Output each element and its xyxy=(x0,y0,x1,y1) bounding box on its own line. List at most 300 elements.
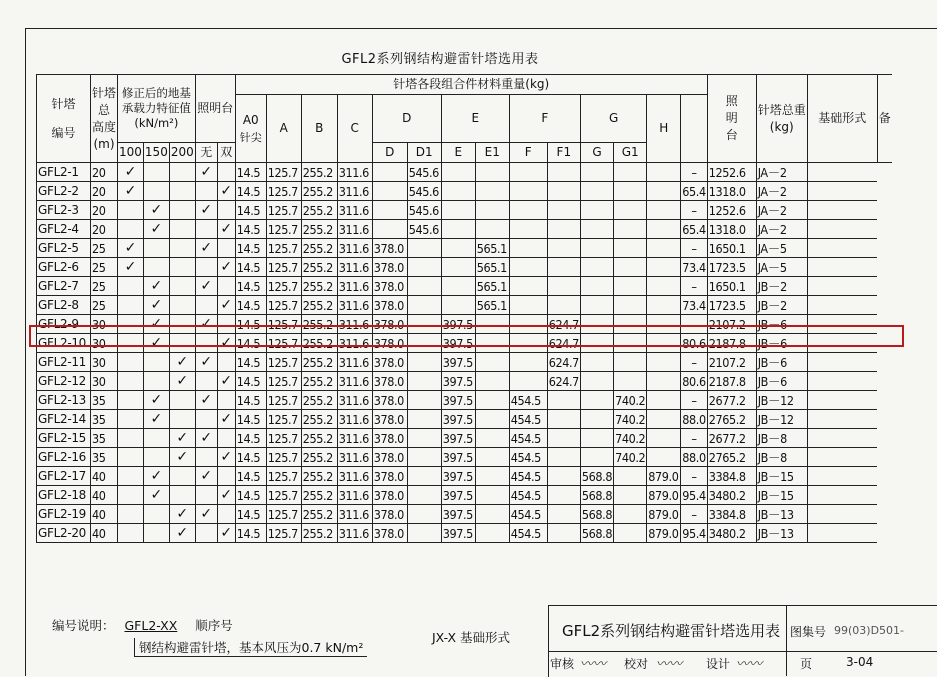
cell-light-weight: 73.4 xyxy=(682,297,706,313)
check-mark-icon: ✓ xyxy=(200,163,213,180)
cell-bearing-150 xyxy=(143,353,169,372)
cell-seg-h xyxy=(647,220,681,239)
header-light-c1: 明 xyxy=(725,111,738,125)
cell-seg-c: 311.6 xyxy=(337,429,372,448)
header-light xyxy=(707,75,756,163)
cell-bearing-100 xyxy=(118,467,144,486)
cell-total-weight: 2677.2 xyxy=(707,429,756,448)
check-mark-icon: ✓ xyxy=(220,258,233,275)
table-row xyxy=(37,220,892,239)
cell-seg-d: 378.0 xyxy=(372,429,407,448)
cell-bearing-100 xyxy=(118,201,144,220)
cell-seg-c: 311.6 xyxy=(337,277,372,296)
cell-bearing-100 xyxy=(118,505,144,524)
cell-seg-g xyxy=(580,277,613,296)
cell-light-none xyxy=(195,277,217,296)
cell-seg-a0: 14.5 xyxy=(235,315,266,334)
cell-seg-g1 xyxy=(614,258,647,277)
cell-light-weight: – xyxy=(681,467,707,486)
cell-seg-e1 xyxy=(475,505,509,524)
cell-remark xyxy=(807,448,877,467)
cell-seg-e: 397.5 xyxy=(441,429,475,448)
cell-seg-g xyxy=(580,372,613,391)
cell-seg-b: 255.2 xyxy=(301,429,337,448)
cell-bearing-100 xyxy=(118,239,144,258)
cell-seg-d xyxy=(372,182,407,201)
check-mark-icon: ✓ xyxy=(176,372,189,389)
cell-bearing-200 xyxy=(169,410,195,429)
cell-seg-a0: 14.5 xyxy=(235,201,266,220)
check-mark-icon: ✓ xyxy=(150,391,163,408)
cell-seg-b: 255.2 xyxy=(301,201,337,220)
cell-height: 35 xyxy=(91,448,118,467)
note-seq: 顺序号 xyxy=(195,618,233,633)
cell-seg-f1: 624.7 xyxy=(548,335,579,351)
page-title: GFL2系列钢结构避雷针塔选用表 xyxy=(341,52,539,67)
cell-seg-e: 397.5 xyxy=(441,334,475,353)
check-mark-icon: ✓ xyxy=(150,467,163,484)
foundation-note: JX-X 基础形式 xyxy=(432,630,511,645)
cell-light-weight: 95.4 xyxy=(682,525,706,541)
cell-seg-c: 311.6 xyxy=(337,182,372,201)
cell-bearing-150 xyxy=(143,163,169,182)
cell-seg-f1 xyxy=(547,391,580,410)
header-bearing-150: 150 xyxy=(143,143,169,163)
cell-seg-d1 xyxy=(407,524,441,543)
cell-seg-d: 378.0 xyxy=(372,486,407,505)
cell-seg-a: 125.7 xyxy=(266,239,301,258)
check-mark-icon: ✓ xyxy=(176,429,189,446)
cell-seg-a0: 14.5 xyxy=(235,182,266,201)
cell-seg-f: 454.5 xyxy=(509,467,547,486)
cell-light-none xyxy=(195,410,217,429)
cell-seg-e xyxy=(441,277,475,296)
cell-seg-c: 311.6 xyxy=(337,372,372,391)
cell-total-weight: 3384.8 xyxy=(707,505,756,524)
header-sub-d: D xyxy=(372,143,407,163)
cell-seg-h: 879.0 xyxy=(647,505,681,524)
cell-seg-a0: 14.5 xyxy=(235,353,266,372)
cell-seg-g xyxy=(580,353,613,372)
cell-seg-f xyxy=(509,201,547,220)
header-bearing-100: 100 xyxy=(118,143,144,163)
cell-seg-c: 311.6 xyxy=(337,524,372,543)
cell-seg-b: 255.2 xyxy=(301,277,337,296)
cell-seg-e: 397.5 xyxy=(441,315,475,334)
cell-seg-g1 xyxy=(614,277,647,296)
cell-seg-b: 255.2 xyxy=(301,315,337,334)
cell-foundation: JB－13 xyxy=(756,524,807,543)
table-row xyxy=(37,410,892,429)
header-bearing-label: 修正后的地基承载力特征值 xyxy=(121,86,191,115)
cell-remark xyxy=(807,486,877,505)
cell-seg-c: 311.6 xyxy=(337,163,372,182)
cell-seg-e: 397.5 xyxy=(441,410,475,429)
cell-remark xyxy=(807,277,877,296)
cell-seg-a0: 14.5 xyxy=(235,486,266,505)
header-sub-g1: G1 xyxy=(614,143,647,163)
cell-height: 40 xyxy=(91,486,118,505)
frame-top xyxy=(25,28,937,29)
cell-code: GFL2-16 xyxy=(37,448,91,467)
header-seg-d: D xyxy=(372,95,441,143)
cell-foundation: JA－2 xyxy=(756,182,807,201)
cell-seg-h xyxy=(647,277,681,296)
cell-total-weight: 2187.8 xyxy=(707,372,756,391)
cell-seg-e: 397.5 xyxy=(441,524,475,543)
cell-bearing-150 xyxy=(143,296,169,315)
cell-seg-a0: 14.5 xyxy=(235,163,266,182)
cell-seg-d: 378.0 xyxy=(372,277,407,296)
header-bearing-unit: (kN/m²) xyxy=(134,116,179,130)
cell-seg-g xyxy=(580,448,613,467)
cell-seg-a: 125.7 xyxy=(266,410,301,429)
cell-seg-h xyxy=(647,410,681,429)
cell-light-none xyxy=(195,372,217,391)
cell-code: GFL2-19 xyxy=(37,505,91,524)
cell-bearing-200 xyxy=(169,486,195,505)
cell-seg-e xyxy=(441,201,475,220)
cell-seg-b: 255.2 xyxy=(301,220,337,239)
cell-seg-d1 xyxy=(407,239,441,258)
atlas-label: 图集号 xyxy=(790,625,827,639)
cell-seg-d1: 545.6 xyxy=(407,201,441,220)
cell-remark xyxy=(807,410,877,429)
cell-seg-b: 255.2 xyxy=(301,239,337,258)
cell-foundation: JB－6 xyxy=(756,334,807,353)
table-row xyxy=(37,467,892,486)
cell-light-weight: – xyxy=(681,391,707,410)
cell-code: GFL2-1 xyxy=(37,163,91,182)
cell-light-weight: 65.4 xyxy=(682,221,706,237)
cell-seg-d1: 545.6 xyxy=(407,182,441,201)
header-sub-g: G xyxy=(580,143,613,163)
header-seg-h: H xyxy=(647,95,681,163)
table-row xyxy=(37,296,892,315)
cell-seg-e xyxy=(441,296,475,315)
cell-total-weight: 3384.8 xyxy=(707,467,756,486)
cell-light-weight: – xyxy=(681,315,707,334)
cell-height: 40 xyxy=(91,505,118,524)
cell-seg-e xyxy=(441,220,475,239)
cell-remark xyxy=(807,524,877,543)
cell-seg-f1: 624.7 xyxy=(548,354,579,370)
cell-seg-b: 255.2 xyxy=(301,163,337,182)
check-mark-icon: ✓ xyxy=(176,353,189,370)
cell-bearing-200 xyxy=(169,296,195,315)
cell-bearing-150 xyxy=(143,410,169,429)
cell-seg-d1 xyxy=(407,505,441,524)
cell-seg-a0: 14.5 xyxy=(235,258,266,277)
check-mark-icon: ✓ xyxy=(220,410,233,427)
cell-code: GFL2-4 xyxy=(37,220,91,239)
cell-seg-g xyxy=(580,429,613,448)
cell-seg-a: 125.7 xyxy=(266,486,301,505)
cell-code: GFL2-11 xyxy=(37,353,91,372)
cell-remark xyxy=(807,220,877,239)
cell-total-weight: 1252.6 xyxy=(707,201,756,220)
cell-light-double xyxy=(217,372,235,391)
cell-light-weight: – xyxy=(681,163,707,182)
header-height xyxy=(91,75,118,163)
table-row xyxy=(37,201,892,220)
cell-seg-f xyxy=(509,163,547,182)
cell-bearing-150 xyxy=(143,448,169,467)
cell-seg-a: 125.7 xyxy=(266,277,301,296)
cell-seg-e1 xyxy=(475,429,509,448)
cell-seg-f1 xyxy=(547,258,580,277)
cell-seg-g xyxy=(580,163,613,182)
cell-seg-a0: 14.5 xyxy=(235,429,266,448)
cell-light-double xyxy=(217,201,235,220)
cell-seg-a0: 14.5 xyxy=(235,277,266,296)
cell-remark xyxy=(807,467,877,486)
check-mark-icon: ✓ xyxy=(200,277,213,294)
cell-light-weight: 80.6 xyxy=(682,373,706,389)
cell-seg-e1: 565.1 xyxy=(475,296,509,315)
header-height-c0: 针塔 xyxy=(92,85,117,100)
table-row xyxy=(37,524,892,543)
cell-seg-d: 378.0 xyxy=(372,524,407,543)
cell-seg-e1 xyxy=(475,486,509,505)
cell-seg-h: 879.0 xyxy=(647,486,681,505)
review-label: 审核 xyxy=(550,657,575,671)
cell-light-none xyxy=(195,524,217,543)
cell-height: 25 xyxy=(91,296,118,315)
cell-light-weight: – xyxy=(681,277,707,296)
cell-seg-g1 xyxy=(614,239,647,258)
cell-code: GFL2-9 xyxy=(37,315,91,334)
cell-seg-g xyxy=(580,391,613,410)
cell-seg-g: 568.8 xyxy=(581,506,613,522)
cell-seg-d1 xyxy=(407,429,441,448)
cell-seg-d1 xyxy=(407,448,441,467)
cell-seg-a: 125.7 xyxy=(266,505,301,524)
header-seg-e: E xyxy=(441,95,509,143)
cell-seg-b: 255.2 xyxy=(301,448,337,467)
check-mark-icon: ✓ xyxy=(124,258,137,275)
cell-foundation: JB－2 xyxy=(756,296,807,315)
header-seg-g: G xyxy=(580,95,646,143)
cell-seg-f1 xyxy=(547,448,580,467)
cell-light-double xyxy=(217,505,235,524)
cell-height: 25 xyxy=(91,258,118,277)
cell-bearing-200 xyxy=(169,220,195,239)
cell-light-double xyxy=(217,429,235,448)
cell-total-weight: 1318.0 xyxy=(707,220,756,239)
cell-total-weight: 1650.1 xyxy=(707,277,756,296)
cell-seg-h xyxy=(647,391,681,410)
header-height-c1: 总 xyxy=(98,102,111,117)
cell-bearing-200 xyxy=(169,372,195,391)
cell-bearing-150 xyxy=(143,277,169,296)
cell-code: GFL2-5 xyxy=(37,239,91,258)
cell-seg-a0: 14.5 xyxy=(235,372,266,391)
cell-seg-f1 xyxy=(547,201,580,220)
cell-code: GFL2-14 xyxy=(37,410,91,429)
cell-light-none xyxy=(195,220,217,239)
cell-height: 20 xyxy=(91,163,118,182)
cell-seg-e1: 565.1 xyxy=(475,258,509,277)
cell-seg-a: 125.7 xyxy=(266,391,301,410)
header-light-platform: 照明台 xyxy=(195,75,235,143)
cell-light-double xyxy=(217,410,235,429)
header-sub-f: F xyxy=(509,143,547,163)
cell-seg-f1 xyxy=(547,296,580,315)
cell-seg-f xyxy=(509,372,547,391)
cell-seg-e1: 565.1 xyxy=(475,239,509,258)
cell-seg-e xyxy=(441,163,475,182)
check-mark-icon: ✓ xyxy=(220,448,233,465)
cell-seg-f xyxy=(509,353,547,372)
cell-seg-b: 255.2 xyxy=(301,410,337,429)
check-mark-icon: ✓ xyxy=(220,486,233,503)
cell-bearing-200 xyxy=(169,258,195,277)
header-sub-f1: F1 xyxy=(547,143,580,163)
check-mark-icon: ✓ xyxy=(220,334,233,351)
cell-seg-a: 125.7 xyxy=(266,429,301,448)
cell-seg-e1 xyxy=(475,220,509,239)
cell-height: 30 xyxy=(91,315,118,334)
cell-foundation: JB－8 xyxy=(756,429,807,448)
cell-bearing-200 xyxy=(169,163,195,182)
cell-seg-g: 568.8 xyxy=(581,487,613,503)
cell-seg-g xyxy=(580,258,613,277)
cell-bearing-200 xyxy=(169,429,195,448)
cell-seg-a: 125.7 xyxy=(266,448,301,467)
cell-foundation: JB－8 xyxy=(756,448,807,467)
cell-seg-g1 xyxy=(614,296,647,315)
cell-seg-e1 xyxy=(475,524,509,543)
cell-seg-d: 378.0 xyxy=(372,258,407,277)
cell-seg-c: 311.6 xyxy=(337,258,372,277)
table-row xyxy=(37,486,892,505)
header-seg-c: C xyxy=(337,95,372,163)
cell-seg-b: 255.2 xyxy=(301,486,337,505)
cell-light-weight: – xyxy=(681,201,707,220)
cell-remark xyxy=(807,201,877,220)
cell-seg-f xyxy=(509,258,547,277)
cell-seg-f: 454.5 xyxy=(509,486,547,505)
cell-seg-h xyxy=(647,429,681,448)
cell-seg-c: 311.6 xyxy=(337,201,372,220)
cell-light-double xyxy=(217,239,235,258)
cell-height: 30 xyxy=(91,353,118,372)
check-mark-icon: ✓ xyxy=(200,239,213,256)
cell-height: 20 xyxy=(91,182,118,201)
cell-seg-f: 454.5 xyxy=(509,524,547,543)
cell-seg-c: 311.6 xyxy=(337,315,372,334)
cell-foundation: JB－13 xyxy=(756,505,807,524)
cell-code: GFL2-17 xyxy=(37,467,91,486)
cell-bearing-150 xyxy=(143,201,169,220)
check-mark-icon: ✓ xyxy=(150,220,163,237)
cell-light-none xyxy=(195,448,217,467)
cell-seg-h xyxy=(647,239,681,258)
cell-seg-e1 xyxy=(475,467,509,486)
cell-remark xyxy=(807,505,877,524)
cell-seg-f1 xyxy=(547,277,580,296)
cell-light-none xyxy=(195,201,217,220)
cell-light-double xyxy=(217,182,235,201)
cell-seg-h xyxy=(647,372,681,391)
header-seg-a: A xyxy=(266,95,301,163)
cell-seg-b: 255.2 xyxy=(301,524,337,543)
cell-light-weight: 88.0 xyxy=(682,449,706,465)
cell-light-weight: 88.0 xyxy=(682,411,706,427)
check-mark-icon: ✓ xyxy=(220,220,233,237)
check-mark-icon: ✓ xyxy=(150,296,163,313)
cell-bearing-200 xyxy=(169,201,195,220)
cell-remark xyxy=(807,391,877,410)
cell-remark xyxy=(807,258,877,277)
cell-seg-d: 378.0 xyxy=(372,353,407,372)
cell-height: 20 xyxy=(91,220,118,239)
cell-seg-a: 125.7 xyxy=(266,467,301,486)
cell-seg-f xyxy=(509,277,547,296)
cell-remark xyxy=(807,163,877,182)
cell-total-weight: 3480.2 xyxy=(707,524,756,543)
cell-seg-c: 311.6 xyxy=(337,353,372,372)
cell-remark xyxy=(807,296,877,315)
check-mark-icon: ✓ xyxy=(150,277,163,294)
note-desc-box xyxy=(134,638,367,657)
cell-seg-a0: 14.5 xyxy=(235,391,266,410)
cell-seg-e1 xyxy=(475,163,509,182)
cell-seg-b: 255.2 xyxy=(301,353,337,372)
cell-bearing-100 xyxy=(118,296,144,315)
title-block-vdivider xyxy=(786,605,787,676)
cell-seg-a: 125.7 xyxy=(266,334,301,353)
check-mark-icon: ✓ xyxy=(220,372,233,389)
cell-seg-f1: 624.7 xyxy=(548,373,579,389)
cell-total-weight: 2107.2 xyxy=(707,353,756,372)
cell-seg-a: 125.7 xyxy=(266,372,301,391)
header-seg-a0 xyxy=(235,95,266,163)
header-foundation: 基础形式 xyxy=(807,75,877,163)
cell-total-weight: 2765.2 xyxy=(707,410,756,429)
cell-seg-b: 255.2 xyxy=(301,391,337,410)
cell-seg-d: 378.0 xyxy=(372,467,407,486)
check-mark-icon: ✓ xyxy=(200,429,213,446)
cell-seg-g1 xyxy=(614,372,647,391)
cell-remark xyxy=(807,182,877,201)
cell-code: GFL2-18 xyxy=(37,486,91,505)
cell-seg-d1 xyxy=(407,258,441,277)
cell-bearing-100 xyxy=(118,258,144,277)
cell-seg-g1 xyxy=(614,524,647,543)
cell-seg-g xyxy=(580,410,613,429)
cell-code: GFL2-3 xyxy=(37,201,91,220)
cell-seg-f: 454.5 xyxy=(509,429,547,448)
cell-bearing-200 xyxy=(169,353,195,372)
cell-total-weight: 2677.2 xyxy=(707,391,756,410)
cell-code: GFL2-12 xyxy=(37,372,91,391)
cell-seg-d1 xyxy=(407,467,441,486)
cell-seg-e1 xyxy=(475,182,509,201)
cell-bearing-100 xyxy=(118,391,144,410)
cell-remark xyxy=(807,372,877,391)
cell-seg-e xyxy=(441,239,475,258)
cell-foundation: JA－5 xyxy=(756,239,807,258)
cell-total-weight: 1723.5 xyxy=(707,258,756,277)
header-height-c3: (m) xyxy=(93,136,115,151)
cell-seg-g xyxy=(580,220,613,239)
check-mark-icon: ✓ xyxy=(150,486,163,503)
cell-code: GFL2-7 xyxy=(37,277,91,296)
cell-light-none xyxy=(195,258,217,277)
cell-seg-e: 397.5 xyxy=(441,505,475,524)
